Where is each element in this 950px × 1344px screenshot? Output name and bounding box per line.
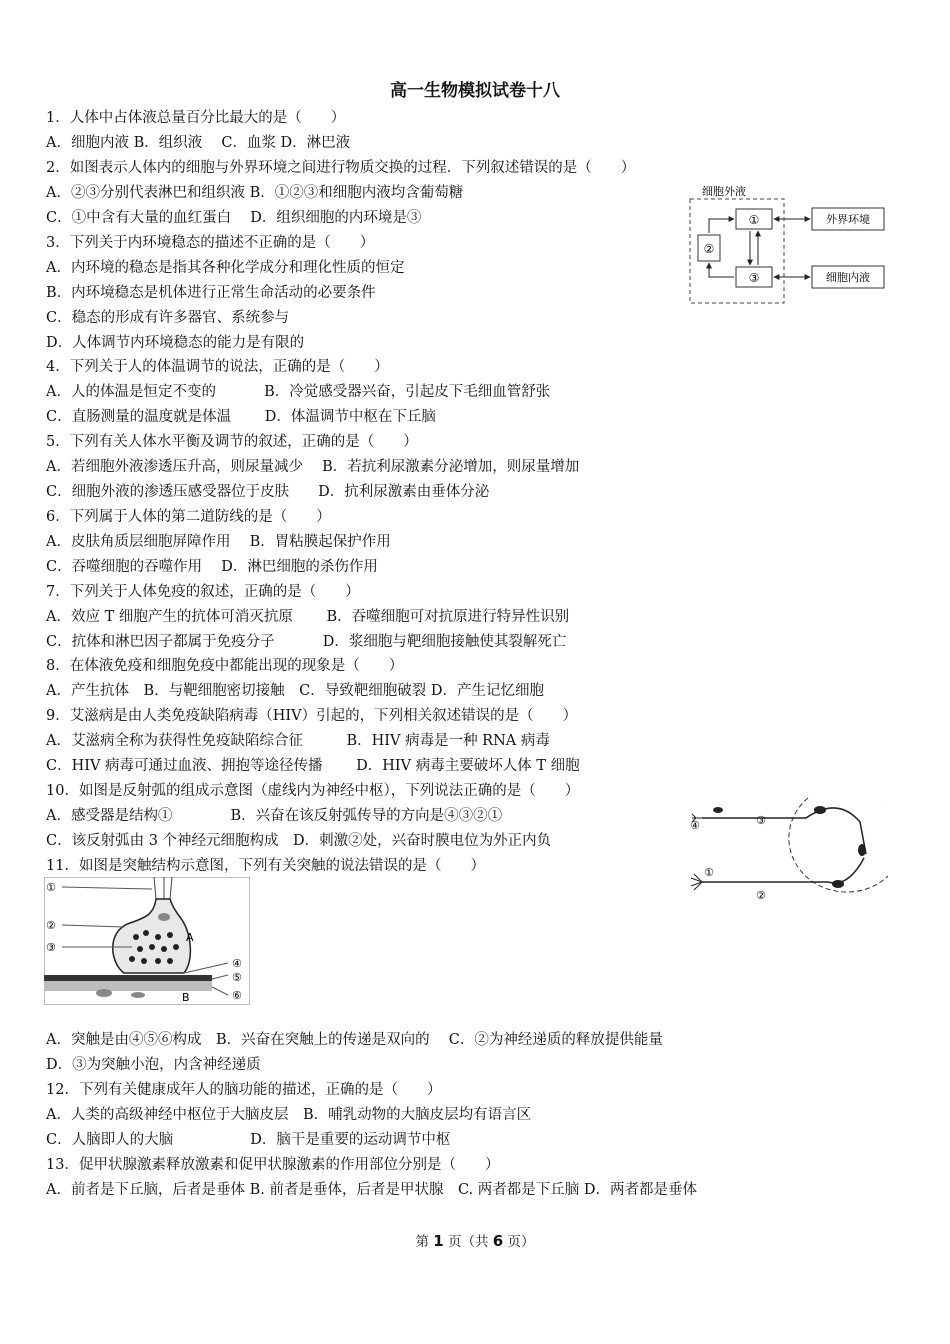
synapse-label-1: ①: [46, 881, 56, 894]
q7-options-cd: C．抗体和淋巴因子都属于免疫分子 D．浆细胞与靶细胞接触使其裂解死亡: [46, 634, 567, 650]
external-environment-label: 外界环境: [826, 213, 870, 226]
q11-options-abc: A．突触是由④⑤⑥构成 B．兴奋在突触上的传递是双向的 C．②为神经递质的释放提供能量: [46, 1032, 663, 1048]
page-number: 1: [433, 1232, 444, 1250]
q3-option-b: B．内环境稳态是机体进行正常生命活动的必要条件: [46, 285, 376, 301]
q4-options-ab: A．人的体温是恒定不变的 B．冷觉感受器兴奋，引起皮下毛细血管舒张: [46, 384, 551, 400]
q1-options: A．细胞内液 B．组织液 C．血浆 D．淋巴液: [46, 135, 351, 151]
label-3: ③: [756, 814, 766, 827]
page-total: 6: [492, 1232, 504, 1250]
synapse-label-b: B: [182, 991, 190, 1004]
intracellular-fluid-label: 细胞内液: [826, 271, 870, 284]
q9-stem: 9．艾滋病是由人类免疫缺陷病毒（HIV）引起的，下列相关叙述错误的是（ ）: [46, 708, 578, 724]
q1-stem: 1．人体中占体液总量百分比最大的是（ ）: [46, 110, 346, 126]
body-fluid-exchange-diagram: [688, 183, 888, 305]
fiber-bottom: [702, 858, 864, 883]
synapse-label-a: A: [186, 931, 194, 944]
q8-stem: 8．在体液免疫和细胞免疫中都能出现的现象是（ ）: [46, 658, 404, 674]
label-4: ④: [690, 819, 700, 832]
q12-options-ab: A．人类的高级神经中枢位于大脑皮层 B．哺乳动物的大脑皮层均有语言区: [46, 1107, 532, 1123]
q3-stem: 3．下列关于内环境稳态的描述不正确的是（ ）: [46, 235, 375, 251]
q11-option-d: D．③为突触小泡，内含神经递质: [46, 1057, 261, 1073]
footer-middle: 页（共: [443, 1234, 493, 1250]
q3-option-d: D．人体调节内环境稳态的能力是有限的: [46, 335, 305, 351]
page-title: 高一生物模拟试卷十八: [390, 81, 560, 101]
q12-options-cd: C．人脑即人的大脑 D．脑干是重要的运动调节中枢: [46, 1132, 451, 1148]
synapse-label-6: ⑥: [232, 989, 242, 1002]
mitochondrion: [158, 913, 170, 921]
q5-stem: 5．下列有关人体水平衡及调节的叙述，正确的是（ ）: [46, 434, 418, 450]
q11-stem: 11．如图是突触结构示意图，下列有关突触的说法错误的是（ ）: [46, 858, 485, 874]
synapse-label-2: ②: [46, 919, 56, 932]
q2-options-cd: C．①中含有大量的血红蛋白 D．组织细胞的内环境是③: [46, 210, 422, 226]
q9-options-cd: C．HIV 病毒可通过血液、拥抱等途径传播 D．HIV 病毒主要破坏人体 T 细胞: [46, 758, 580, 774]
q12-stem: 12．下列有关健康成年人的脑功能的描述，正确的是（ ）: [46, 1082, 442, 1098]
q10-options-cd: C．该反射弧由 3 个神经元细胞构成 D．刺激②处，兴奋时膜电位为外正内负: [46, 833, 552, 849]
extracellular-label: 细胞外液: [702, 185, 746, 198]
label-2: ②: [756, 889, 766, 902]
arrow-2-to-1: [709, 219, 734, 233]
footer-prefix: 第: [415, 1234, 434, 1250]
nerve-center-boundary: [789, 798, 888, 892]
q8-options: A．产生抗体 B．与靶细胞密切接触 C．导致靶细胞破裂 D．产生记忆细胞: [46, 683, 544, 699]
q13-options: A．前者是下丘脑，后者是垂体 B. 前者是垂体，后者是甲状腺 C. 两者都是下丘脑 D．两者都是垂体: [46, 1182, 697, 1198]
q2-stem: 2．如图表示人体内的细胞与外界环境之间进行物质交换的过程．下列叙述错误的是（ ）: [46, 160, 636, 176]
postsynaptic-membrane: [44, 981, 212, 991]
q13-stem: 13．促甲状腺激素释放激素和促甲状腺激素的作用部位分别是（ ）: [46, 1157, 500, 1173]
postsynaptic-organelle-2: [131, 992, 145, 998]
q3-option-c: C．稳态的形成有许多器官、系统参与: [46, 310, 290, 326]
cell-body-top: [713, 807, 723, 813]
presynaptic-knob: [113, 899, 191, 973]
q6-options-cd: C．吞噬细胞的吞噬作用 D．淋巴细胞的杀伤作用: [46, 559, 378, 575]
q10-options-ab: A．感受器是结构① B．兴奋在该反射弧传导的方向是④③②①: [46, 808, 503, 824]
synapse-label-4: ④: [232, 957, 242, 970]
q4-stem: 4．下列关于人的体温调节的说法，正确的是（ ）: [46, 359, 389, 375]
postsynaptic-organelle-1: [96, 989, 112, 997]
q4-options-cd: C．直肠测量的温度就是体温 D．体温调节中枢在下丘脑: [46, 409, 436, 425]
q7-options-ab: A．效应 T 细胞产生的抗体可消灭抗原 B．吞噬细胞可对抗原进行特异性识别: [46, 609, 570, 625]
q5-options-ab: A．若细胞外液渗透压升高，则尿量减少 B．若抗利尿激素分泌增加，则尿量增加: [46, 459, 580, 475]
synaptic-cleft-band: [44, 975, 212, 981]
q7-stem: 7．下列关于人体免疫的叙述，正确的是（ ）: [46, 584, 360, 600]
q9-options-ab: A．艾滋病全称为获得性免疫缺陷综合征 B．HIV 病毒是一种 RNA 病毒: [46, 733, 550, 749]
effector-endings: [691, 874, 702, 890]
box-3-label: ③: [748, 271, 760, 285]
fiber-arc-upper: [806, 808, 866, 854]
q3-option-a: A．内环境的稳态是指其各种化学成分和理化性质的恒定: [46, 260, 405, 276]
synapse-diagram: [44, 877, 250, 1005]
cell-body-right: [858, 844, 866, 856]
axon-fibers: [154, 877, 172, 899]
box-2-label: ②: [703, 242, 715, 256]
box-1-label: ①: [748, 213, 760, 227]
arrow-3-to-2: [709, 263, 734, 277]
synapse-label-5: ⑤: [232, 971, 242, 984]
footer-suffix: 页）: [503, 1234, 535, 1250]
q5-options-cd: C．细胞外液的渗透压感受器位于皮肤 D．抗利尿激素由垂体分泌: [46, 484, 490, 500]
q6-stem: 6．下列属于人体的第二道防线的是（ ）: [46, 509, 331, 525]
label-1: ①: [704, 866, 714, 879]
cell-body-upper: [814, 806, 826, 814]
synapse-label-3: ③: [46, 941, 56, 954]
cell-body-lower: [832, 880, 844, 888]
page-footer: [0, 1230, 950, 1250]
q2-options-ab: A．②③分别代表淋巴和组织液 B．①②③和细胞内液均含葡萄糖: [46, 185, 464, 201]
q6-options-ab: A．皮肤角质层细胞屏障作用 B．胃粘膜起保护作用: [46, 534, 391, 550]
q10-stem: 10．如图是反射弧的组成示意图（虚线内为神经中枢），下列说法正确的是（ ）: [46, 783, 580, 799]
reflex-arc-diagram: [688, 796, 888, 906]
